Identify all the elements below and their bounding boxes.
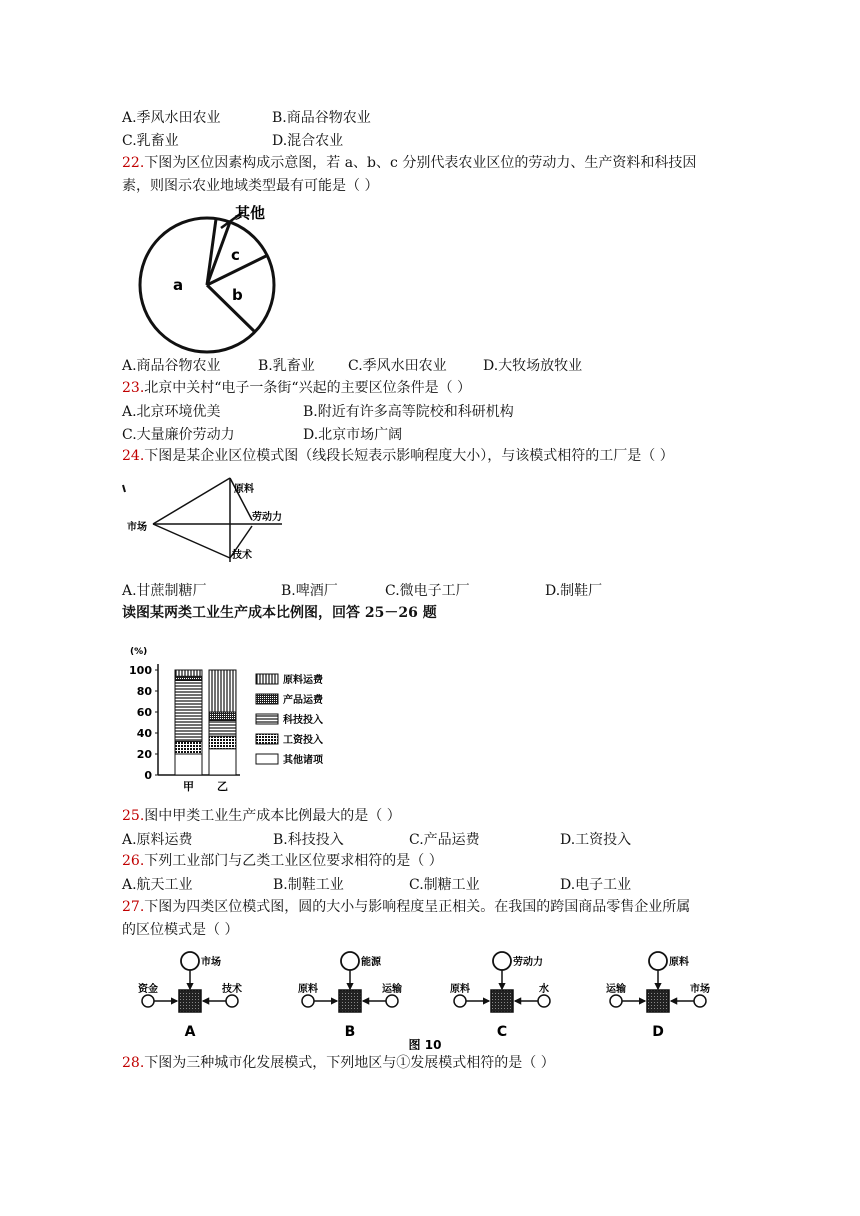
- pie-label-c: c: [231, 246, 240, 264]
- model-b: [298, 952, 402, 1040]
- model-center-square: [339, 990, 361, 1012]
- model-center-square: [179, 990, 201, 1012]
- model-top-label: 市场: [201, 957, 221, 968]
- q25-stem-text: 图中甲类工业生产成本比例最大的是（ ）: [144, 808, 401, 824]
- q27-stem-line1: [122, 897, 690, 917]
- q22-number: 22.: [122, 155, 145, 171]
- x-category-label: 乙: [217, 780, 228, 793]
- model-top-circle: [181, 952, 199, 970]
- legend-swatch: [256, 734, 278, 744]
- q25-option-d: D.工资投入: [560, 832, 632, 848]
- legend-label: 产品运费: [283, 695, 323, 706]
- q28-stem: [122, 1053, 555, 1073]
- bar-segment: [175, 676, 202, 680]
- cost-ratio-chart: [118, 640, 358, 795]
- bar-segment: [209, 736, 236, 749]
- model-left-label: 原料: [450, 984, 470, 995]
- q21-option-c: C.乳畜业: [122, 133, 179, 149]
- q24-number: 24.: [122, 448, 145, 464]
- q24-label-raw: 原料: [234, 484, 254, 495]
- q22-option-a: A.商品谷物农业: [122, 358, 221, 374]
- legend-label: 工资投入: [283, 735, 323, 746]
- model-top-circle: [649, 952, 667, 970]
- model-letter: B: [344, 1024, 356, 1040]
- q25-option-a: A.原料运费: [122, 832, 193, 848]
- x-category-label: 甲: [183, 780, 194, 793]
- chart-ylabel: (%): [130, 647, 148, 657]
- q22-stem-text: 下图为区位因素构成示意图，若 a、b、c 分别代表农业区位的劳动力、生产资料和科技因: [144, 155, 697, 171]
- bar-segment: [209, 670, 236, 712]
- model-right-circle: [386, 995, 398, 1007]
- q22-pie-diagram: [135, 198, 285, 358]
- model-a: [138, 952, 242, 1040]
- q26-stem-text: 下列工业部门与乙类工业区位要求相符的是（ ）: [144, 853, 443, 869]
- bar-segment: [209, 720, 236, 736]
- q22-stem-line2: 素，则图示农业地域类型最有可能是（ ）: [122, 178, 379, 194]
- q21-option-b: B.商品谷物农业: [272, 110, 371, 126]
- q27-location-models: [120, 945, 730, 1050]
- q26-stem: [122, 851, 443, 871]
- q26-option-c: C.制糖工业: [409, 877, 480, 893]
- q26-option-a: A.航天工业: [122, 877, 193, 893]
- pie-label-b: b: [232, 286, 243, 304]
- model-right-label: 技术: [222, 984, 242, 995]
- bar-segment: [175, 681, 202, 742]
- model-right-circle: [694, 995, 706, 1007]
- legend-label: 科技投入: [283, 715, 323, 726]
- model-center-square: [647, 990, 669, 1012]
- bar-segment: [175, 741, 202, 754]
- q23-stem: [122, 378, 471, 398]
- y-tick-label: 80: [136, 685, 152, 698]
- model-top-circle: [341, 952, 359, 970]
- q23-option-d: D.北京市场广阔: [303, 427, 403, 443]
- q28-stem-text: 下图为三种城市化发展模式，下列地区与①发展模式相符的是（ ）: [144, 1055, 555, 1071]
- q24-option-a: A.甘蔗制糖厂: [122, 583, 207, 599]
- q21-option-d: D.混合农业: [272, 133, 344, 149]
- q24-label-labor: 劳动力: [252, 512, 282, 523]
- q23-option-c: C.大量廉价劳动力: [122, 427, 235, 443]
- intro-25-26: 读图某两类工业生产成本比例图，回答 25－26 题: [122, 605, 437, 621]
- q26-option-d: D.电子工业: [560, 877, 632, 893]
- q22-stem-line1: [122, 153, 696, 173]
- q24-option-b: B.啤酒厂: [281, 583, 338, 599]
- q27-number: 27.: [122, 899, 145, 915]
- q27-fig-caption: 图 10: [408, 1038, 442, 1050]
- q26-option-b: B.制鞋工业: [273, 877, 344, 893]
- q25-stem: [122, 806, 401, 826]
- q24-option-c: C.微电子工厂: [385, 583, 470, 599]
- q23-number: 23.: [122, 380, 145, 396]
- y-tick-label: 40: [136, 727, 152, 740]
- q24-label-tech: 技术: [232, 550, 252, 561]
- legend-label: 原料运费: [283, 675, 323, 686]
- q27-stem-line2: 的区位模式是（ ）: [122, 922, 239, 938]
- q24-option-d: D.制鞋厂: [545, 583, 603, 599]
- legend-swatch: [256, 694, 278, 704]
- y-tick-label: 60: [136, 706, 152, 719]
- q23-stem-text: 北京中关村“电子一条街“兴起的主要区位条件是（ ）: [144, 380, 472, 396]
- model-left-circle: [610, 995, 622, 1007]
- model-top-label: 能源: [361, 957, 381, 968]
- q24-location-diagram: [118, 470, 308, 575]
- bar-segment: [175, 670, 202, 676]
- legend-swatch: [256, 714, 278, 724]
- q22-option-d: D.大牧场放牧业: [483, 358, 583, 374]
- model-left-label: 原料: [298, 984, 318, 995]
- q21-option-a: A.季风水田农业: [122, 110, 221, 126]
- model-letter: A: [184, 1024, 196, 1040]
- q28-number: 28.: [122, 1055, 145, 1071]
- model-left-label: 资金: [138, 984, 158, 995]
- legend-label: 其他诸项: [283, 755, 323, 766]
- pie-label-other: 其他: [235, 204, 266, 222]
- q24-stem: [122, 446, 674, 466]
- bar-segment: [209, 712, 236, 720]
- model-top-label: 原料: [669, 957, 689, 968]
- q25-option-c: C.产品运费: [409, 832, 480, 848]
- y-tick-label: 100: [129, 664, 152, 677]
- model-letter: C: [496, 1024, 508, 1040]
- model-left-label: 运输: [606, 984, 626, 995]
- q24-stem-text: 下图是某企业区位模式图（线段长短表示影响程度大小），与该模式相符的工厂是（ ）: [144, 448, 674, 464]
- model-right-label: 运输: [382, 984, 402, 995]
- q26-number: 26.: [122, 853, 145, 869]
- q24-label-market: 市场: [127, 522, 147, 533]
- model-center-square: [491, 990, 513, 1012]
- model-top-circle: [493, 952, 511, 970]
- legend-swatch: [256, 754, 278, 764]
- model-letter: D: [652, 1024, 664, 1040]
- model-left-circle: [142, 995, 154, 1007]
- legend-swatch: [256, 674, 278, 684]
- q25-option-b: B.科技投入: [273, 832, 344, 848]
- model-right-circle: [538, 995, 550, 1007]
- q25-number: 25.: [122, 808, 145, 824]
- q27-stem-text: 下图为四类区位模式图，圆的大小与影响程度呈正相关。在我国的跨国商品零售企业所属: [144, 899, 691, 915]
- model-left-circle: [302, 995, 314, 1007]
- y-tick-label: 20: [136, 748, 152, 761]
- model-left-circle: [454, 995, 466, 1007]
- q22-option-c: C.季风水田农业: [348, 358, 447, 374]
- q23-option-a: A.北京环境优美: [122, 404, 221, 420]
- bar-segment: [175, 754, 202, 775]
- q23-option-b: B.附近有许多高等院校和科研机构: [303, 404, 514, 420]
- model-right-circle: [226, 995, 238, 1007]
- y-tick-label: 0: [144, 769, 152, 782]
- q22-option-b: B.乳畜业: [258, 358, 315, 374]
- model-c: [450, 952, 550, 1040]
- model-right-label: 市场: [690, 984, 710, 995]
- model-d: [606, 952, 710, 1040]
- model-right-label: 水: [539, 984, 549, 995]
- pie-label-a: a: [173, 276, 184, 294]
- model-top-label: 劳动力: [513, 957, 543, 968]
- bar-segment: [209, 749, 236, 775]
